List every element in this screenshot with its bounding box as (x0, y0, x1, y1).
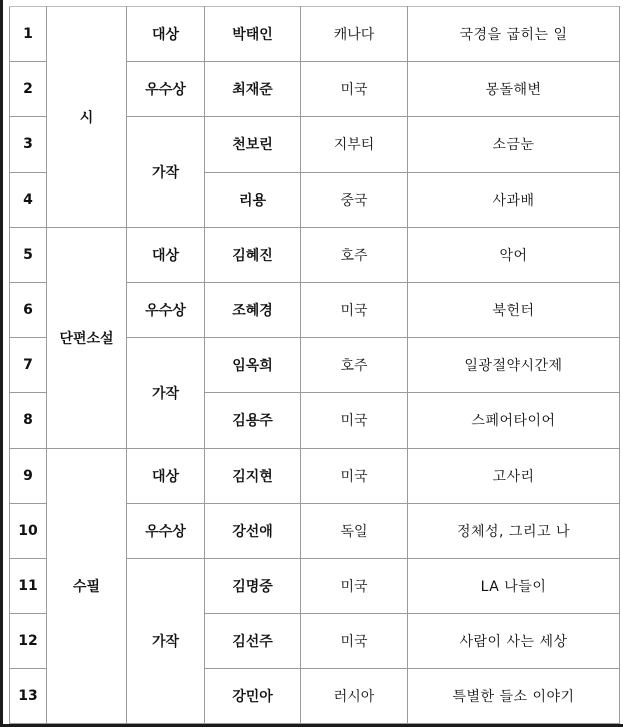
award-cell: 우수상 (127, 503, 205, 558)
row-number: 7 (10, 338, 47, 393)
country-cell: 러시아 (301, 669, 408, 724)
work-title: 소금눈 (408, 117, 620, 172)
country-cell: 미국 (301, 282, 408, 337)
winner-name: 김지현 (205, 448, 301, 503)
award-cell: 가작 (127, 338, 205, 448)
award-results-table (9, 6, 620, 724)
row-number: 9 (10, 448, 47, 503)
row-number: 10 (10, 503, 47, 558)
award-cell: 대상 (127, 448, 205, 503)
work-title: 몽돌해변 (408, 62, 620, 117)
table-row (10, 448, 620, 503)
work-title: 악어 (408, 227, 620, 282)
winner-name: 임옥희 (205, 338, 301, 393)
table-row (10, 7, 620, 62)
country-cell: 호주 (301, 227, 408, 282)
row-number: 13 (10, 669, 47, 724)
work-title: 국경을 굽히는 일 (408, 7, 620, 62)
work-title: 정체성, 그리고 나 (408, 503, 620, 558)
work-title: 사과배 (408, 172, 620, 227)
country-cell: 미국 (301, 558, 408, 613)
country-cell: 호주 (301, 338, 408, 393)
category-cell: 시 (47, 7, 127, 228)
category-cell: 단편소설 (47, 227, 127, 448)
country-cell: 미국 (301, 393, 408, 448)
country-cell: 미국 (301, 448, 408, 503)
row-number: 6 (10, 282, 47, 337)
award-cell: 우수상 (127, 62, 205, 117)
work-title: LA 나들이 (408, 558, 620, 613)
award-cell: 우수상 (127, 282, 205, 337)
category-cell: 수필 (47, 448, 127, 724)
winner-name: 김명중 (205, 558, 301, 613)
winner-name: 박태인 (205, 7, 301, 62)
row-number: 2 (10, 62, 47, 117)
work-title: 일광절약시간제 (408, 338, 620, 393)
row-number: 5 (10, 227, 47, 282)
winner-name: 강민아 (205, 669, 301, 724)
award-cell: 가작 (127, 558, 205, 724)
winner-name: 김혜진 (205, 227, 301, 282)
work-title: 북헌터 (408, 282, 620, 337)
country-cell: 지부티 (301, 117, 408, 172)
award-cell: 가작 (127, 117, 205, 227)
country-cell: 캐나다 (301, 7, 408, 62)
work-title: 사람이 사는 세상 (408, 614, 620, 669)
country-cell: 중국 (301, 172, 408, 227)
award-cell: 대상 (127, 7, 205, 62)
table-row (10, 227, 620, 282)
row-number: 12 (10, 614, 47, 669)
winner-name: 조혜경 (205, 282, 301, 337)
country-cell: 미국 (301, 62, 408, 117)
row-number: 4 (10, 172, 47, 227)
winner-name: 김선주 (205, 614, 301, 669)
winner-name: 리용 (205, 172, 301, 227)
row-number: 11 (10, 558, 47, 613)
country-cell: 독일 (301, 503, 408, 558)
winner-name: 최재준 (205, 62, 301, 117)
country-cell: 미국 (301, 614, 408, 669)
winner-name: 김용주 (205, 393, 301, 448)
row-number: 1 (10, 7, 47, 62)
winner-name: 강선애 (205, 503, 301, 558)
award-cell: 대상 (127, 227, 205, 282)
work-title: 특별한 들소 이야기 (408, 669, 620, 724)
row-number: 3 (10, 117, 47, 172)
winner-name: 천보린 (205, 117, 301, 172)
row-number: 8 (10, 393, 47, 448)
work-title: 고사리 (408, 448, 620, 503)
work-title: 스페어타이어 (408, 393, 620, 448)
